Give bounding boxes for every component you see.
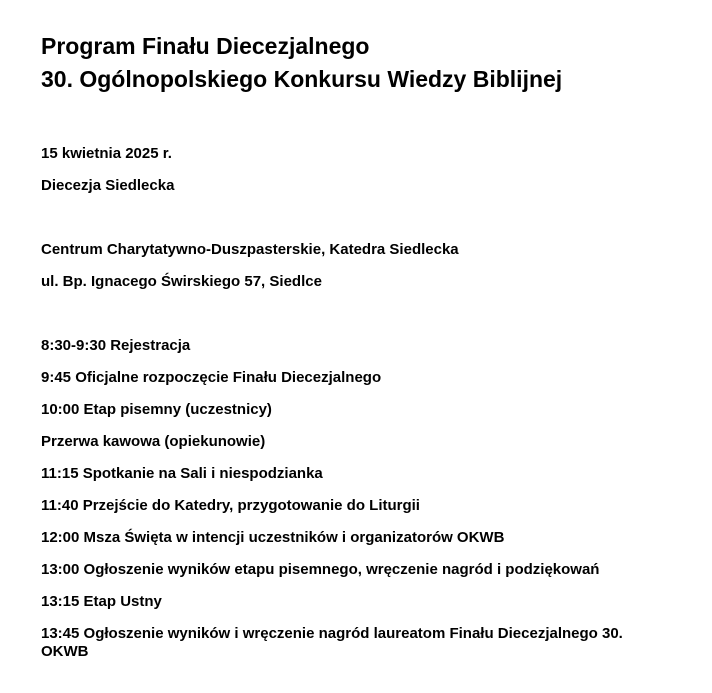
schedule-item: 11:40 Przejście do Katedry, przygotowanie do Liturgii	[41, 497, 420, 514]
venue-name: Centrum Charytatywno-Duszpasterskie, Katedra Siedlecka	[41, 241, 459, 258]
schedule-item: 13:15 Etap Ustny	[41, 593, 162, 610]
title-line-2: 30. Ogólnopolskiego Konkursu Wiedzy Biblijnej	[41, 66, 563, 92]
title-line-1: Program Finału Diecezjalnego	[41, 33, 370, 59]
event-date: 15 kwietnia 2025 r.	[41, 145, 172, 162]
schedule-item: 12:00 Msza Święta w intencji uczestników i organizatorów OKWB	[41, 529, 505, 546]
schedule-item: 10:00 Etap pisemny (uczestnicy)	[41, 401, 272, 418]
schedule-item: 13:45 Ogłoszenie wyników i wręczenie nagród laureatom Finału Diecezjalnego 30. OKWB	[41, 625, 623, 660]
page-title	[41, 30, 681, 96]
schedule-item: 11:15 Spotkanie na Sali i niespodzianka	[41, 465, 323, 482]
schedule-item: 8:30-9:30 Rejestracja	[41, 337, 191, 354]
program-document	[41, 30, 681, 660]
schedule-item: 9:45 Oficjalne rozpoczęcie Finału Diecezjalnego	[41, 369, 382, 386]
diocese-name: Diecezja Siedlecka	[41, 177, 175, 194]
schedule-item: Przerwa kawowa (opiekunowie)	[41, 433, 266, 450]
schedule-item: 13:00 Ogłoszenie wyników etapu pisemnego, wręczenie nagród i podziękowań	[41, 561, 600, 578]
venue-address: ul. Bp. Ignacego Świrskiego 57, Siedlce	[41, 273, 322, 290]
